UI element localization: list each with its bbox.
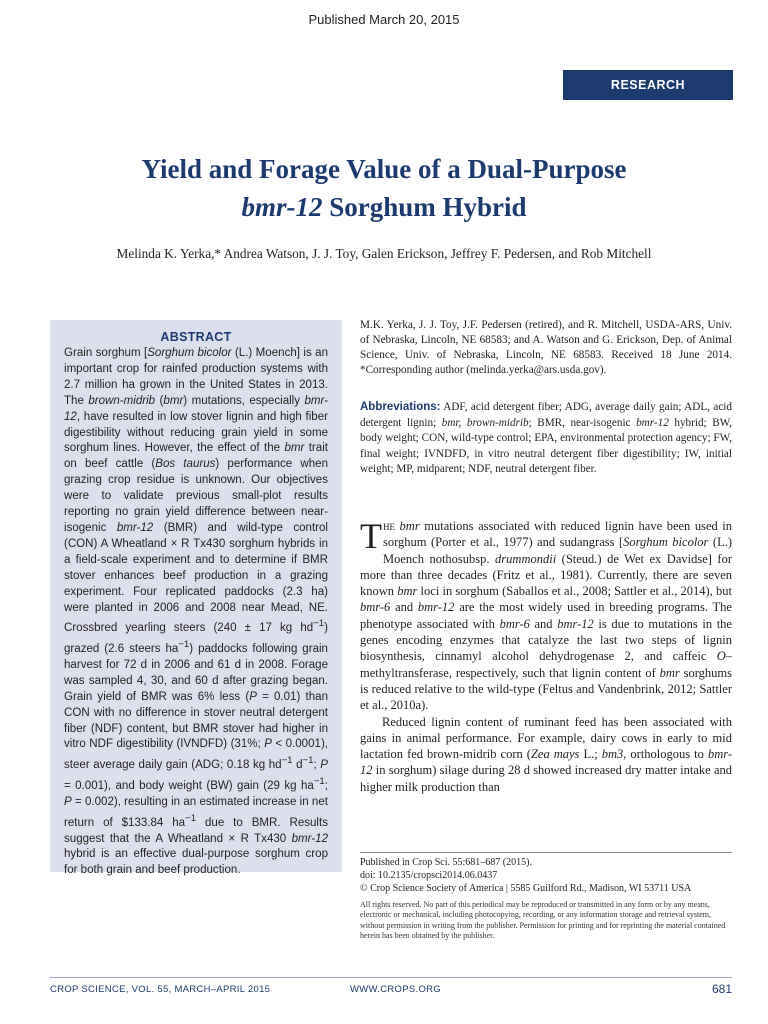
citation-line: Published in Crop Sci. 55:681–687 (2015).	[360, 857, 532, 868]
body-text	[360, 518, 732, 795]
footnote-divider	[360, 852, 732, 853]
title-gene-name: bmr-12	[241, 192, 323, 222]
copyright-line: © Crop Science Society of America | 5585 Guilford Rd., Madison, WI 53711 USA	[360, 883, 692, 894]
author-affiliations: M.K. Yerka, J. J. Toy, J.F. Pedersen (retired), and R. Mitchell, USDA-ARS, Univ. of Nebraska, Lincoln, NE 68583; and A. Watson and G. Erickson, Dep. of Animal Science, Univ. of Nebraska, Lincoln, NE 68583. Received 18 June 2014. *Corresponding author (melinda.yerka@ars.usda.gov).	[360, 319, 732, 376]
abbreviations: Abbreviations: ADF, acid detergent fiber; ADG, average daily gain; ADL, acid detergent lignin; bmr, brown-midrib; BMR, near-isogenic bmr-12 hybrid; BW, body weight; CON, wild-type control; EPA, environmental protection agency; FW, final weight; IVNDFD, in vitro neutral detergent fiber digestibility; IW, initial weight; MP, midparent; NDF, neutral detergent fiber.	[360, 401, 733, 475]
abbreviations-label: Abbreviations:	[360, 401, 441, 413]
title-line-2-rest: Sorghum Hybrid	[322, 192, 527, 222]
title-line-2	[0, 188, 768, 226]
page-number: 681	[711, 982, 732, 996]
publication-info	[360, 856, 740, 895]
footer-divider	[50, 977, 732, 978]
rights-notice: All rights reserved. No part of this periodical may be reproduced or transmitted in any form or by any means, electronic or mechanical, including photocopying, recording, or any information storage and retrieval system, without permission in writing from the publisher. Permission for printing and for reprinting the material contained herein has been obtained by the publisher.	[360, 900, 726, 940]
title-line-1: Yield and Forage Value of a Dual-Purpose	[141, 154, 627, 184]
research-badge: RESEARCH	[563, 70, 733, 100]
journal-footer: CROP SCIENCE, VOL. 55, MARCH–APRIL 2015	[50, 984, 271, 995]
body-paragraph: Reduced lignin content of ruminant feed has been associated with gains in animal performance. For example, dairy cows in early to mid lactation fed brown-midrib corn (Zea mays L.; bm3, orthologous to bmr-12 in sorghum) silage during 28 d showed increased dry matter intake and higher milk production than	[360, 714, 732, 794]
drop-cap: T	[360, 516, 382, 556]
website-link[interactable]: WWW.CROPS.ORG	[350, 984, 441, 995]
abstract-text: Grain sorghum [Sorghum bicolor (L.) Moench] is an important crop for rainfed production systems with 2.7 million ha grown in the United States in 2013. The brown-midrib (bmr) mutations, especially bmr-12, have resulted in low stover lignin and high fiber digestibility without reducing grain yield in some sorghum lines. However, the effect of the bmr trait on beef cattle (Bos taurus) performance when grazing crop residue is unknown. Our objectives were to validate previous small-plot results reporting no grain yield difference between near-isogenic bmr-12 (BMR) and wild-type control (CON) A Wheatland × R Tx430 sorghum hybrids in a field-scale experiment and to determine if BMR stover enhances beef production in a grazing experiment. Four replicated paddocks (2.3 ha) were planted in 2006 and 2008 near Mead, NE. Crossbred yearling steers (240 ± 17 kg $hd^{-1}$) grazed (2.6 steers $ha^{-1}$) paddocks following grain harvest for 72 d in 2006 and 61 d in 2008. Forage was sampled 4, 30, and 60 d after grazing began. Grain yield of BMR was 6% less (P = 0.01) than CON with no difference in stover neutral detergent fiber (NDF) content, but BMR stover had higher in vitro NDF digestibility (IVNDFD) (31%; P < 0.0001), steer average daily gain (ADG; 0.18 kg $hd^{-1}$ $d^{-1}$; P = 0.001), and body weight (BW) gain (29 kg $ha^{-1}$; P = 0.002), resulting in an estimated increase in net return of $133.84 $ha^{-1}$ due to BMR. Results suggest that the A Wheatland × R Tx430 bmr-12 hybrid is an effective dual-purpose sorghum crop for both grain and beef production.	[64, 347, 329, 877]
article-title	[0, 150, 768, 226]
body-paragraph: The bmr mutations associated with reduced lignin have been used in sorghum (Porter et al., 1977) and sudangrass [Sorghum bicolor (L.) Moench nothosubsp. drummondii (Steud.) de Wet ex Davidse] for more than three decades (Fritz et al., 1981). Currently, there are seven known bmr loci in sorghum (Saballos et al., 2008; Sattler et al., 2014), but bmr-6 and bmr-12 are the most widely used in breeding programs. The phenotype associated with bmr-6 and bmr-12 is due to mutations in the genes encoding enzymes that catalyze the last two steps of lignin biosynthesis, cinnamyl alcohol dehydrogenase 2, and caffeic O–methyltransferase, respectively, such that lignin content of bmr sorghums is reduced relative to the wild-type (Feltus and Vandenbrink, 2012; Sattler et al., 2010a).	[360, 516, 733, 713]
author-list: Melinda K. Yerka,* Andrea Watson, J. J. Toy, Galen Erickson, Jeffrey F. Pedersen, and Rob Mitchell	[116, 246, 652, 261]
abstract-heading: ABSTRACT	[160, 330, 232, 344]
abstract-box	[50, 320, 342, 877]
doi-line: doi: 10.2135/cropsci2014.06.0437	[360, 870, 498, 881]
published-date: Published March 20, 2015	[308, 12, 460, 27]
